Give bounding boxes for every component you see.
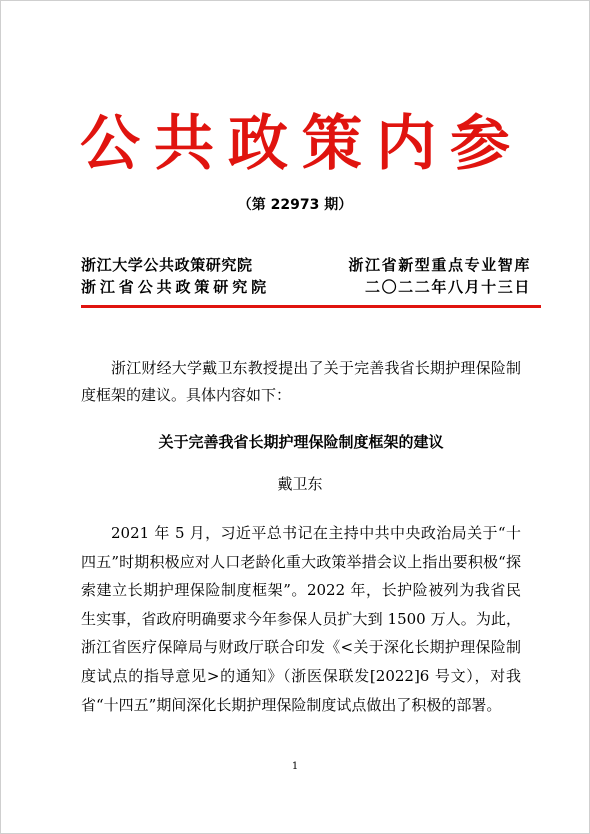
article-author: 戴卫东: [277, 475, 323, 493]
page-number: 1: [291, 761, 299, 772]
article-title: 关于完善我省长期护理保险制度框架的建议: [158, 433, 444, 451]
masthead-title: 公共政策内参: [80, 109, 524, 179]
intro-paragraph: 浙江财经大学戴卫东教授提出了关于完善我省长期护理保险制度框架的建议。具体内容如下：: [81, 359, 521, 404]
publisher-name-1: 浙江大学公共政策研究院: [81, 256, 253, 274]
publisher-name-2: 浙江省公共政策研究院: [81, 278, 271, 296]
header-row-2: [81, 277, 531, 297]
think-tank-label: 浙江省新型重点专业智库: [348, 256, 531, 274]
issue-number: （第 22973 期）: [237, 197, 353, 213]
header-row-1: [81, 255, 531, 275]
publish-date: 二〇二二年八月十三日: [364, 278, 531, 296]
body-paragraph: 2021 年 5 月，习近平总书记在主持中共中央政治局关于“十四五”时期积极应对人口老龄化重大政策举措会议上指出要积极“探索建立长期护理保险制度框架”。2022 年，长护险被列为我省民生实事，省政府明确要求今年参保人员扩大到 1500 万人。为此，浙江省医疗保障局与财政厅联合印发《<关于深化长期护理保险制度试点的指导意见>的通知》（浙医保联发[2022]6 号文），对我省“十四五”期间深化长期护理保险制度试点做出了积极的部署。: [81, 524, 521, 714]
header-divider: [81, 305, 541, 308]
